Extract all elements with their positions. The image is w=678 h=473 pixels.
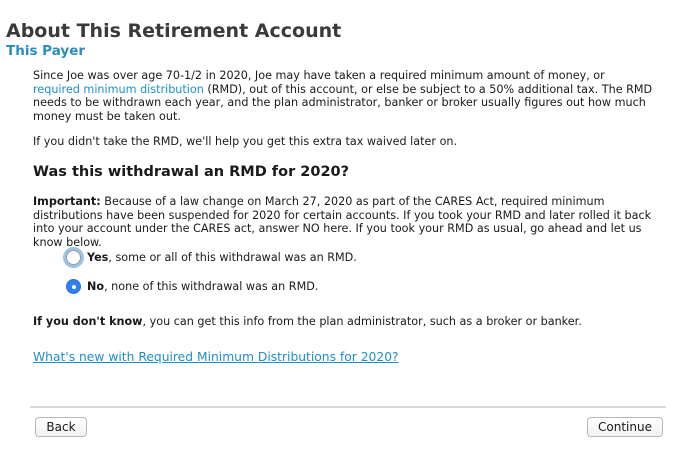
rmd-question: Was this withdrawal an RMD for 2020? xyxy=(33,164,350,180)
dont-know-bold: If you don't know xyxy=(33,315,143,328)
waiver-note: If you didn't take the RMD, we'll help you get this extra tax waived later on. xyxy=(33,135,458,148)
radio-yes-unselected[interactable] xyxy=(66,250,81,265)
important-text: Because of a law change on March 27, 2020 as part of the CARES Act, required minimum distributions have been suspended for 2020 for certain accounts. If you took your RMD and later rolled it back into your account under the CARES act, answer NO here. If you took your RMD as usual, go ahead and let us know below. xyxy=(33,195,652,249)
rmd-definition-link[interactable]: required minimum distribution xyxy=(33,82,204,96)
continue-button[interactable]: Continue xyxy=(587,417,663,437)
important-notice xyxy=(33,195,653,249)
whats-new-rmd-link[interactable]: What's new with Required Minimum Distributions for 2020? xyxy=(33,350,399,364)
dont-know-note xyxy=(33,315,653,329)
dont-know-text: , you can get this info from the plan administrator, such as a broker or banker. xyxy=(142,315,582,328)
section-subtitle: This Payer xyxy=(6,43,86,59)
footer-divider xyxy=(30,406,666,408)
intro-paragraph xyxy=(33,69,653,123)
radio-option-yes[interactable] xyxy=(66,250,357,265)
radio-yes-label[interactable]: Yes, some or all of this withdrawal was an RMD. xyxy=(87,251,357,264)
intro-text-start: Since Joe was over age 70-1/2 in 2020, Joe may have taken a required minimum amount of money, or xyxy=(33,69,605,82)
page-title: About This Retirement Account xyxy=(6,20,342,42)
intro-text-end: (RMD), out of this account, or else be subject to a 50% additional tax. The RMD needs to be withdrawn each year, and the plan administrator, banker or broker usually figures out how much money must be taken out. xyxy=(33,82,653,123)
important-label: Important: xyxy=(33,195,101,208)
radio-no-label[interactable]: No, none of this withdrawal was an RMD. xyxy=(87,280,319,293)
radio-option-no[interactable] xyxy=(66,279,318,294)
back-button[interactable]: Back xyxy=(35,417,87,437)
radio-no-selected[interactable] xyxy=(66,279,81,294)
